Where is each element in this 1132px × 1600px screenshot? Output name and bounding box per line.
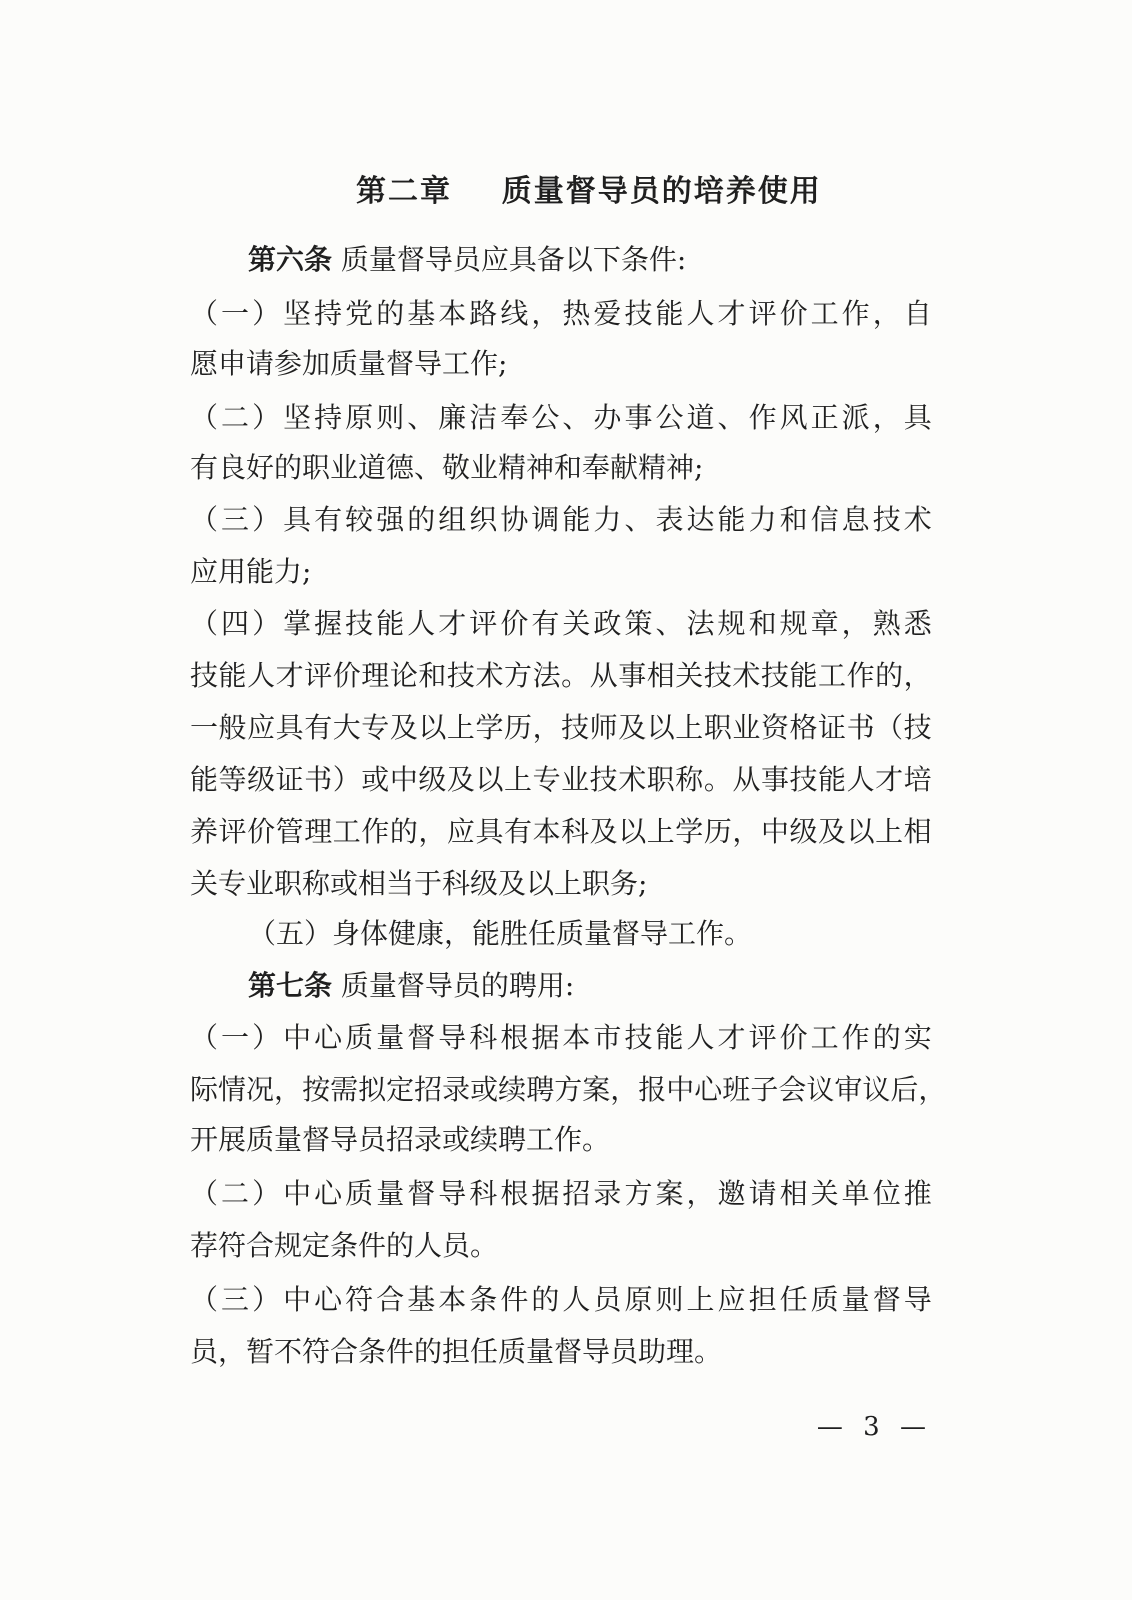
article-6-item-3-line-2: 应用能力; — [190, 555, 312, 588]
article-7-item-2-line-2: 荐符合规定条件的人员。 — [190, 1229, 499, 1262]
article-6-item-4-line-4: 能 等 级 证 书 ） 或 中 级 及 以 上 专 业 技 术 职 称 。 从 事 技 能 人 才 培 — [190, 763, 932, 796]
article-6-label: 第六条 — [248, 243, 333, 276]
chapter-title: 第二章 质量督导员的培养使用 — [356, 174, 822, 209]
article-6-item-2-line-2: 有良好的职业道德、敬业精神和奉献精神; — [190, 451, 704, 484]
article-6-item-4-line-2: 技 能 人 才 评 价 理 论 和 技 术 方 法 。 从 事 相 关 技 术 技 能 工 作 的 ， — [190, 659, 932, 692]
article-7-item-1-line-1: （ 一 ） 中 心 质 量 督 导 科 根 据 本 市 技 能 人 才 评 价 工 作 的 实 — [190, 1021, 932, 1054]
article-6-item-4-line-3: 一 般 应 具 有 大 专 及 以 上 学 历 ， 技 师 及 以 上 职 业 资 格 证 书 （ 技 — [190, 711, 932, 744]
article-6-item-5-line-1: （五）身体健康，能胜任质量督导工作。 — [248, 917, 753, 950]
article-7-intro: 质量督导员的聘用: — [340, 969, 575, 1002]
page-number: — 3 — — [816, 1412, 932, 1442]
article-7-heading — [248, 970, 574, 1002]
article-6-item-1-line-2: 愿申请参加质量督导工作; — [190, 347, 508, 380]
article-6-item-3-line-1: （ 三 ） 具 有 较 强 的 组 织 协 调 能 力 、 表 达 能 力 和 信 息 技 术 — [190, 503, 932, 536]
article-6-item-2-line-1: （ 二 ） 坚 持 原 则 、 廉 洁 奉 公 、 办 事 公 道 、 作 风 正 派 ， 具 — [190, 401, 932, 434]
article-7-label: 第七条 — [248, 969, 333, 1002]
article-6-intro: 质量督导员应具备以下条件: — [340, 243, 687, 276]
article-6-item-4-line-1: （ 四 ） 掌 握 技 能 人 才 评 价 有 关 政 策 、 法 规 和 规 章 ， 熟 悉 — [190, 607, 932, 640]
article-7-item-1-line-2: 际 情 况 ， 按 需 拟 定 招 录 或 续 聘 方 案 ， 报 中 心 班 子 会 议 审 议 后 ， — [190, 1073, 947, 1106]
article-6-item-1-line-1: （ 一 ） 坚 持 党 的 基 本 路 线 ， 热 爱 技 能 人 才 评 价 工 作 ， 自 — [190, 297, 932, 330]
article-6-item-4-line-6: 关专业职称或相当于科级及以上职务; — [190, 867, 648, 900]
article-6-item-4-line-5: 养 评 价 管 理 工 作 的 ， 应 具 有 本 科 及 以 上 学 历 ， 中 级 及 以 上 相 — [190, 815, 932, 848]
article-7-item-3-line-2: 员，暂不符合条件的担任质量督导员助理。 — [190, 1335, 723, 1368]
article-7-item-3-line-1: （ 三 ） 中 心 符 合 基 本 条 件 的 人 员 原 则 上 应 担 任 质 量 督 导 — [190, 1283, 932, 1316]
article-7-item-2-line-1: （ 二 ） 中 心 质 量 督 导 科 根 据 招 录 方 案 ， 邀 请 相 关 单 位 推 — [190, 1177, 932, 1210]
article-7-item-1-line-3: 开展质量督导员招录或续聘工作。 — [190, 1123, 611, 1156]
article-6-heading — [248, 244, 686, 276]
